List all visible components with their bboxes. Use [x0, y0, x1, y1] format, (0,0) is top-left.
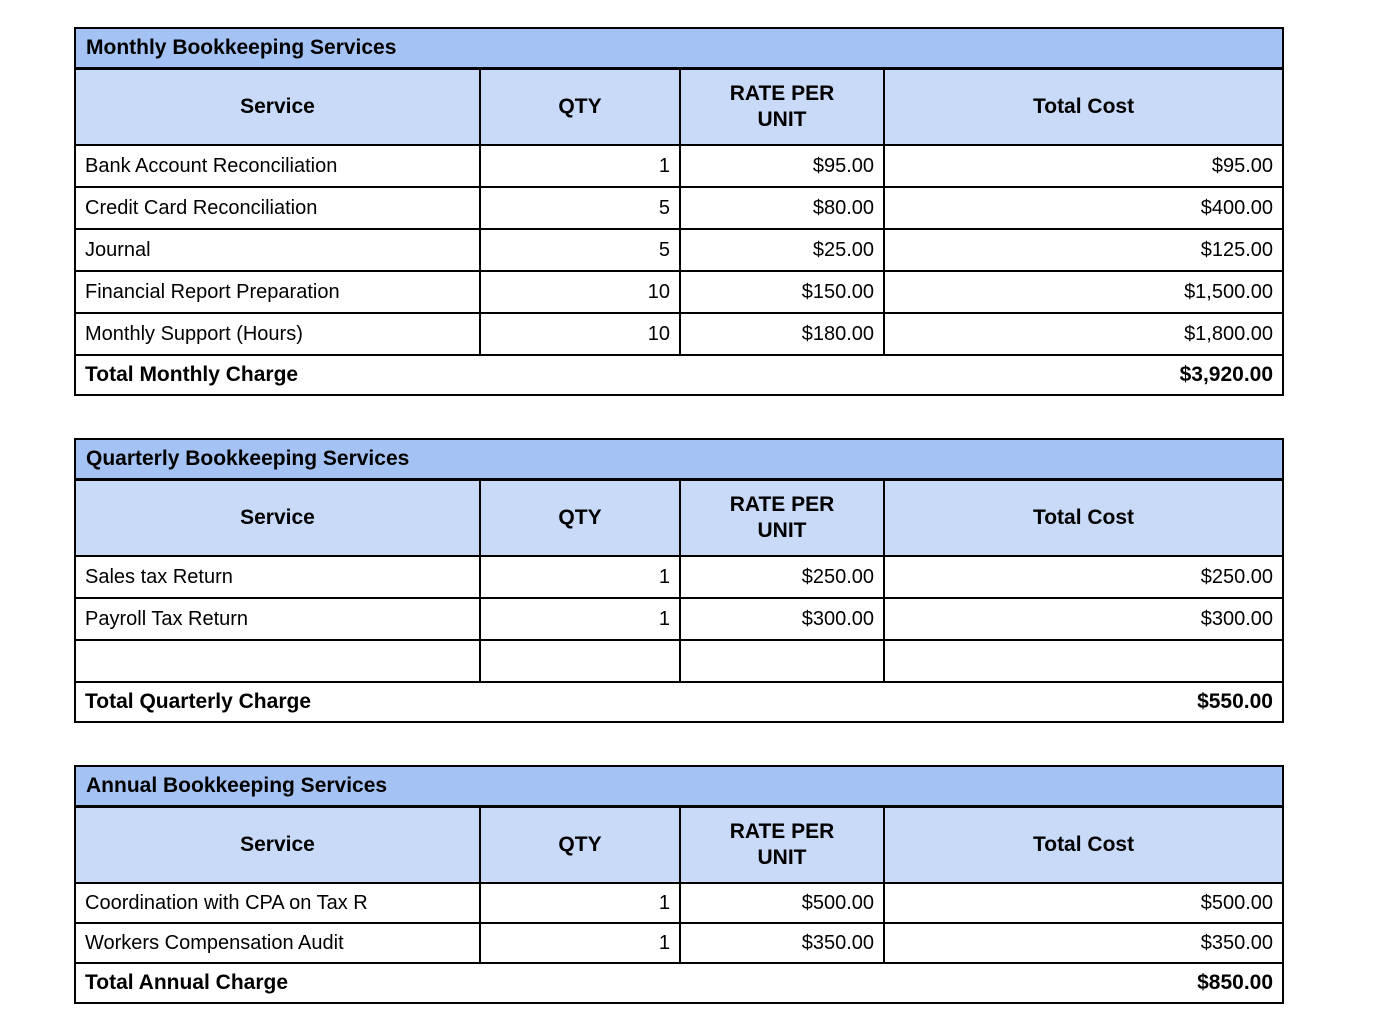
monthly-services-table	[74, 27, 1284, 396]
column-header-qty: QTY	[480, 68, 680, 145]
column-header-service: Service	[75, 806, 480, 883]
table-total-row	[75, 963, 1283, 1003]
total-cost-cell	[884, 640, 1283, 682]
column-header-qty: QTY	[480, 806, 680, 883]
rate-cell: $300.00	[680, 598, 884, 640]
table-header-row	[75, 68, 1283, 145]
service-cell: Journal	[75, 229, 480, 271]
qty-cell: 1	[480, 556, 680, 598]
table-row	[75, 271, 1283, 313]
quarterly-services-table	[74, 438, 1284, 723]
total-cost-cell: $95.00	[884, 145, 1283, 187]
total-cost-cell: $125.00	[884, 229, 1283, 271]
rate-cell: $80.00	[680, 187, 884, 229]
table-row	[75, 229, 1283, 271]
table-row	[75, 883, 1283, 923]
table-title: Quarterly Bookkeeping Services	[75, 439, 1283, 479]
column-header-rate-per-unit	[680, 479, 884, 556]
rate-cell: $180.00	[680, 313, 884, 355]
column-header-total-cost: Total Cost	[884, 68, 1283, 145]
table-row-empty	[75, 640, 1283, 682]
table-title-row	[75, 766, 1283, 806]
qty-cell: 1	[480, 923, 680, 963]
table-row	[75, 145, 1283, 187]
service-cell: Financial Report Preparation	[75, 271, 480, 313]
table-header-row	[75, 806, 1283, 883]
total-cost-cell: $250.00	[884, 556, 1283, 598]
service-cell: Coordination with CPA on Tax R	[75, 883, 480, 923]
column-header-qty: QTY	[480, 479, 680, 556]
column-header-rate-per-unit	[680, 806, 884, 883]
total-value: $3,920.00	[1179, 363, 1274, 386]
column-header-rate-per-unit-label: RATE PER UNIT	[729, 819, 835, 869]
qty-cell: 5	[480, 187, 680, 229]
table-row	[75, 598, 1283, 640]
column-header-service: Service	[75, 479, 480, 556]
rate-cell: $25.00	[680, 229, 884, 271]
total-cost-cell: $400.00	[884, 187, 1283, 229]
total-value: $550.00	[1197, 690, 1273, 713]
column-header-service: Service	[75, 68, 480, 145]
service-cell: Credit Card Reconciliation	[75, 187, 480, 229]
total-label: Total Quarterly Charge	[85, 690, 311, 713]
table-row	[75, 556, 1283, 598]
qty-cell: 10	[480, 313, 680, 355]
qty-cell: 1	[480, 883, 680, 923]
column-header-rate-per-unit	[680, 68, 884, 145]
total-value: $850.00	[1197, 971, 1274, 994]
column-header-total-cost: Total Cost	[884, 806, 1283, 883]
column-header-rate-per-unit-label: RATE PER UNIT	[729, 81, 835, 131]
rate-cell	[680, 640, 884, 682]
qty-cell: 1	[480, 598, 680, 640]
table-row	[75, 313, 1283, 355]
qty-cell: 5	[480, 229, 680, 271]
rate-cell: $95.00	[680, 145, 884, 187]
service-cell	[75, 640, 480, 682]
total-label: Total Monthly Charge	[85, 363, 299, 386]
table-title: Monthly Bookkeeping Services	[75, 28, 1283, 68]
qty-cell	[480, 640, 680, 682]
service-cell: Workers Compensation Audit	[75, 923, 480, 963]
total-cost-cell: $1,800.00	[884, 313, 1283, 355]
total-label: Total Annual Charge	[85, 971, 289, 994]
rate-cell: $500.00	[680, 883, 884, 923]
total-cost-cell: $500.00	[884, 883, 1283, 923]
qty-cell: 1	[480, 145, 680, 187]
table-title-row	[75, 28, 1283, 68]
column-header-rate-per-unit-label: RATE PER UNIT	[729, 492, 835, 542]
total-cost-cell: $1,500.00	[884, 271, 1283, 313]
table-title-row	[75, 439, 1283, 479]
table-title: Annual Bookkeeping Services	[75, 766, 1283, 806]
service-cell: Monthly Support (Hours)	[75, 313, 480, 355]
service-cell: Sales tax Return	[75, 556, 480, 598]
table-total-row	[75, 682, 1283, 722]
service-cell: Payroll Tax Return	[75, 598, 480, 640]
total-cost-cell: $300.00	[884, 598, 1283, 640]
table-row	[75, 923, 1283, 963]
rate-cell: $150.00	[680, 271, 884, 313]
rate-cell: $350.00	[680, 923, 884, 963]
rate-cell: $250.00	[680, 556, 884, 598]
table-total-row	[75, 355, 1283, 395]
table-header-row	[75, 479, 1283, 556]
service-cell: Bank Account Reconciliation	[75, 145, 480, 187]
total-cost-cell: $350.00	[884, 923, 1283, 963]
qty-cell: 10	[480, 271, 680, 313]
annual-services-table	[74, 765, 1284, 1004]
table-row	[75, 187, 1283, 229]
column-header-total-cost: Total Cost	[884, 479, 1283, 556]
